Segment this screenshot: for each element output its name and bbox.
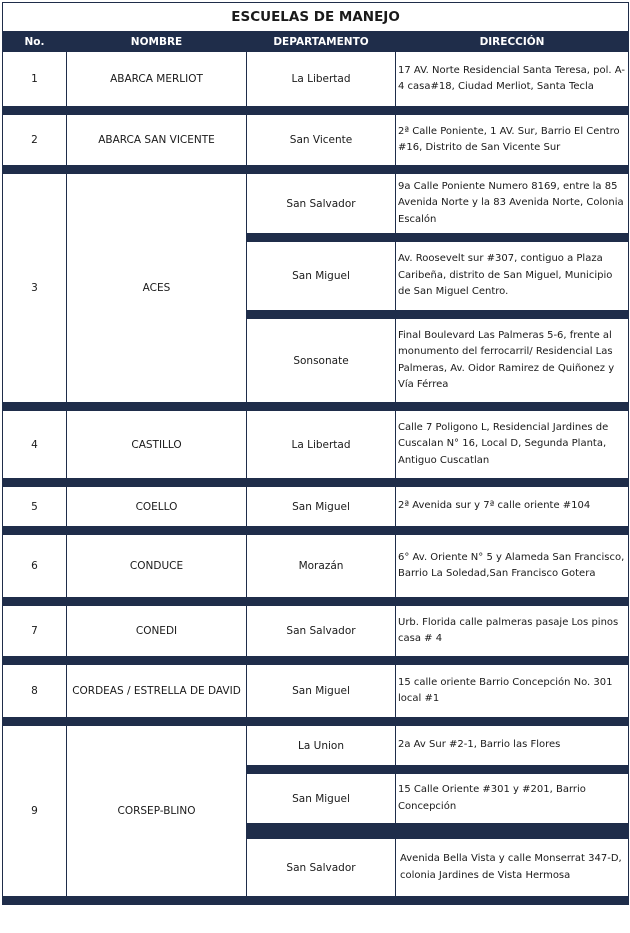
school-name: CORDEAS / ESTRELLA DE DAVID [67, 665, 247, 718]
school-department: La Union [247, 726, 396, 766]
school-number: 9 [3, 726, 67, 897]
table-row [3, 665, 629, 718]
table-row [3, 411, 629, 479]
school-department: San Salvador [247, 839, 396, 897]
row-separator [3, 718, 629, 726]
school-address: Urb. Florida calle palmeras pasaje Los pinos casa # 4 [396, 606, 629, 657]
school-address: 15 Calle Oriente #301 y #201, Barrio Concepción [396, 774, 629, 824]
school-name: CORSEP-BLINO [67, 726, 247, 897]
school-address: Av. Roosevelt sur #307, contiguo a Plaza Caribeña, distrito de San Miguel, Municipio de San Miguel Centro. [396, 242, 629, 311]
school-number: 7 [3, 606, 67, 657]
school-department: San Vicente [247, 115, 396, 166]
school-department: San Salvador [247, 606, 396, 657]
table-row [3, 52, 629, 107]
row-separator [3, 479, 629, 487]
school-department: Morazán [247, 535, 396, 598]
row-separator [3, 657, 629, 665]
school-number: 6 [3, 535, 67, 598]
header-nombre: NOMBRE [67, 32, 247, 52]
school-department: San Salvador [247, 174, 396, 234]
table-row [3, 174, 629, 234]
school-address: 9a Calle Poniente Numero 8169, entre la 85 Avenida Norte y la 83 Avenida Norte, Colonia Escalón [396, 174, 629, 234]
school-number: 4 [3, 411, 67, 479]
table-title: ESCUELAS DE MANEJO [3, 3, 629, 32]
school-number: 5 [3, 487, 67, 527]
school-department: San Miguel [247, 774, 396, 824]
school-address: 17 AV. Norte Residencial Santa Teresa, pol. A-4 casa#18, Ciudad Merliot, Santa Tecla [396, 52, 629, 107]
row-separator [3, 166, 629, 174]
school-name: ACES [67, 174, 247, 403]
table-row [3, 726, 629, 766]
table-row [3, 115, 629, 166]
school-name: ABARCA MERLIOT [67, 52, 247, 107]
school-department: San Miguel [247, 665, 396, 718]
school-number: 8 [3, 665, 67, 718]
school-number: 1 [3, 52, 67, 107]
header-row [3, 32, 629, 52]
row-separator [3, 897, 629, 905]
school-department: San Miguel [247, 487, 396, 527]
school-address: Final Boulevard Las Palmeras 5-6, frente al monumento del ferrocarril/ Residencial Las Palmeras, Av. Oidor Ramirez de Quiñonez y Vía Férrea [396, 319, 629, 403]
school-address: Calle 7 Poligono L, Residencial Jardines de Cuscalan N° 16, Local D, Segunda Planta, Antiguo Cuscatlan [396, 411, 629, 479]
title-row [3, 3, 629, 32]
school-address: 2ª Calle Poniente, 1 AV. Sur, Barrio El Centro #16, Distrito de San Vicente Sur [396, 115, 629, 166]
school-name: CONEDI [67, 606, 247, 657]
school-number: 3 [3, 174, 67, 403]
row-separator [3, 403, 629, 411]
row-separator [3, 598, 629, 606]
schools-sheet [2, 2, 628, 905]
table-row [3, 487, 629, 527]
school-address: 2ª Avenida sur y 7ª calle oriente #104 [396, 487, 629, 527]
school-address: 15 calle oriente Barrio Concepción No. 301 local #1 [396, 665, 629, 718]
school-number: 2 [3, 115, 67, 166]
school-address: 6° Av. Oriente N° 5 y Alameda San Francisco, Barrio La Soledad,San Francisco Gotera [396, 535, 629, 598]
school-department: Sonsonate [247, 319, 396, 403]
row-separator [3, 527, 629, 535]
header-direccion: DIRECCIÓN [396, 32, 629, 52]
schools-table [2, 2, 629, 905]
table-row [3, 606, 629, 657]
school-name: COELLO [67, 487, 247, 527]
school-department: La Libertad [247, 411, 396, 479]
school-address: Avenida Bella Vista y calle Monserrat 347-D, colonia Jardines de Vista Hermosa [396, 839, 629, 897]
row-separator [3, 107, 629, 115]
school-name: ABARCA SAN VICENTE [67, 115, 247, 166]
school-department: La Libertad [247, 52, 396, 107]
school-address: 2a Av Sur #2-1, Barrio las Flores [396, 726, 629, 766]
school-name: CONDUCE [67, 535, 247, 598]
table-row [3, 535, 629, 598]
school-name: CASTILLO [67, 411, 247, 479]
school-department: San Miguel [247, 242, 396, 311]
header-no: No. [3, 32, 67, 52]
header-departamento: DEPARTAMENTO [247, 32, 396, 52]
